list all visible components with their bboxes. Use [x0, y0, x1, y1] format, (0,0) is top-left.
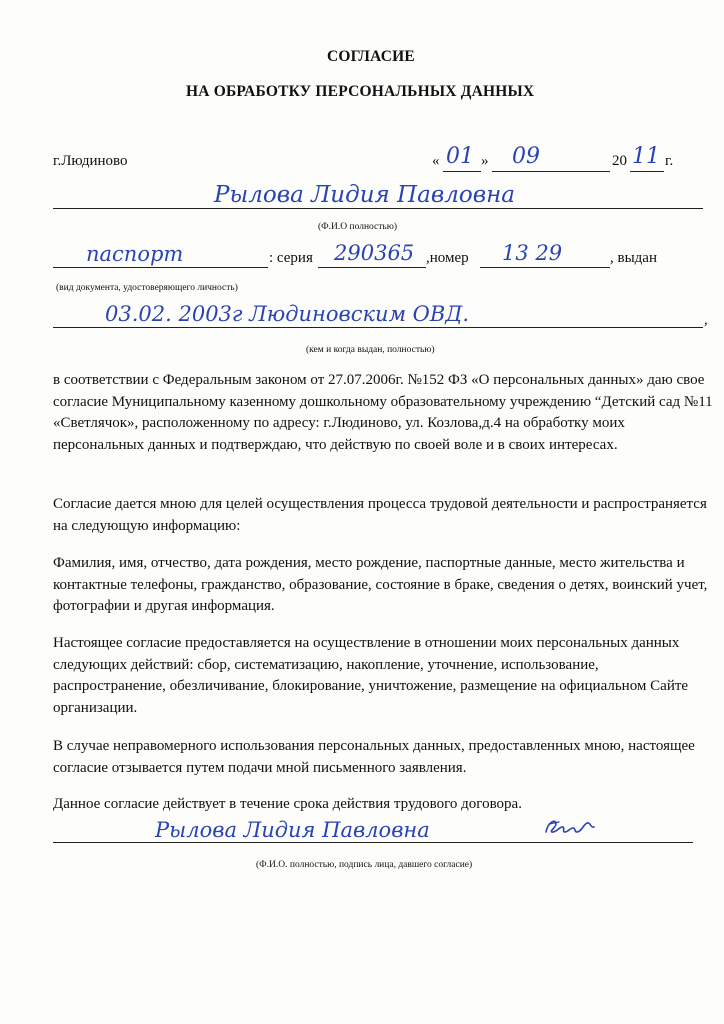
year-prefix: 20	[612, 153, 627, 169]
paragraph-actions	[53, 633, 713, 719]
paragraph-validity-text: Данное согласие действует в течение срока действия трудового договора.	[53, 796, 522, 812]
year-underline	[630, 171, 664, 172]
issued-value: 03.02. 2003г Людиновским ОВД.	[105, 302, 470, 326]
fio-underline	[53, 208, 703, 209]
paragraph-actions-text: Настоящее согласие предоставляется на осуществление в отношении моих персональных данных следующих действий: сбор, систематизацию, накопление, уточнение, использование, распространение, обезличивание, блокирование, уничтожение, размещение на официальном Сайте организации.	[53, 635, 689, 716]
paragraph-consent-text: в соответствии с Федеральным законом от 27.07.2006г. №152 ФЗ «О персональных данных» даю свое согласие Муниципальному казенному дошкольному образовательному учреждению “Детский сад №11 «Светлячок», расположенному по адресу: г.Людиново, ул. Козлова,д.4 на обработку моих персональных данных и подтверждаю, что действую по своей воле и в своих интересах.	[53, 372, 713, 453]
signer-fio: Рылова Лидия Павловна	[155, 818, 430, 842]
paragraph-consent	[53, 370, 713, 456]
day-underline	[443, 171, 481, 172]
issued-underline	[53, 327, 703, 328]
city: г.Людиново	[53, 153, 128, 169]
title-line-1: СОГЛАСИЕ	[327, 48, 415, 65]
doc-type-underline	[53, 267, 268, 268]
issued-trailing: ,	[704, 312, 708, 328]
month-underline	[492, 171, 610, 172]
paragraph-purpose	[53, 494, 713, 537]
year-unit: г.	[665, 153, 674, 169]
quote-close: »	[481, 153, 489, 169]
signature-caption: (Ф.И.О. полностью, подпись лица, давшего согласие)	[256, 860, 473, 870]
paragraph-info-text: Фамилия, имя, отчество, дата рождения, место рождение, паспортные данные, место жительства и контактные телефоны, гражданство, образование, состояние в браке, сведения о детях, воинский учет, фотографии и другая информация.	[53, 555, 708, 614]
number-label: ,номер	[426, 250, 469, 266]
doc-type-caption: (вид документа, удостоверяющего личность)	[56, 283, 238, 293]
paragraph-info	[53, 553, 713, 618]
doc-type-value: паспорт	[86, 242, 184, 266]
paragraph-purpose-text: Согласие дается мною для целей осуществления процесса трудовой деятельности и распространяется на следующую информацию:	[53, 496, 707, 534]
number-underline	[480, 267, 610, 268]
paragraph-revocation-text: В случае неправомерного использования персональных данных, предоставленных мною, настоящее согласие отзывается путем подачи мной письменного заявления.	[53, 738, 695, 776]
signature-underline	[53, 842, 693, 843]
title-line-2: НА ОБРАБОТКУ ПЕРСОНАЛЬНЫХ ДАННЫХ	[186, 83, 535, 100]
number-value: 13 29	[502, 241, 563, 265]
date-month: 09	[512, 144, 540, 169]
quote-open: «	[432, 153, 440, 169]
date-year: 11	[632, 144, 660, 169]
fio-value: Рылова Лидия Павловна	[214, 182, 515, 208]
issued-caption: (кем и когда выдан, полностью)	[306, 345, 435, 355]
date-day: 01	[446, 144, 474, 169]
issued-label: , выдан	[610, 250, 657, 266]
fio-caption: (Ф.И.О полностью)	[318, 222, 397, 232]
paragraph-validity	[53, 794, 713, 816]
series-value: 290365	[334, 241, 415, 265]
series-label: : серия	[269, 250, 313, 266]
paragraph-revocation	[53, 736, 713, 779]
signature-icon	[543, 814, 601, 840]
series-underline	[318, 267, 426, 268]
